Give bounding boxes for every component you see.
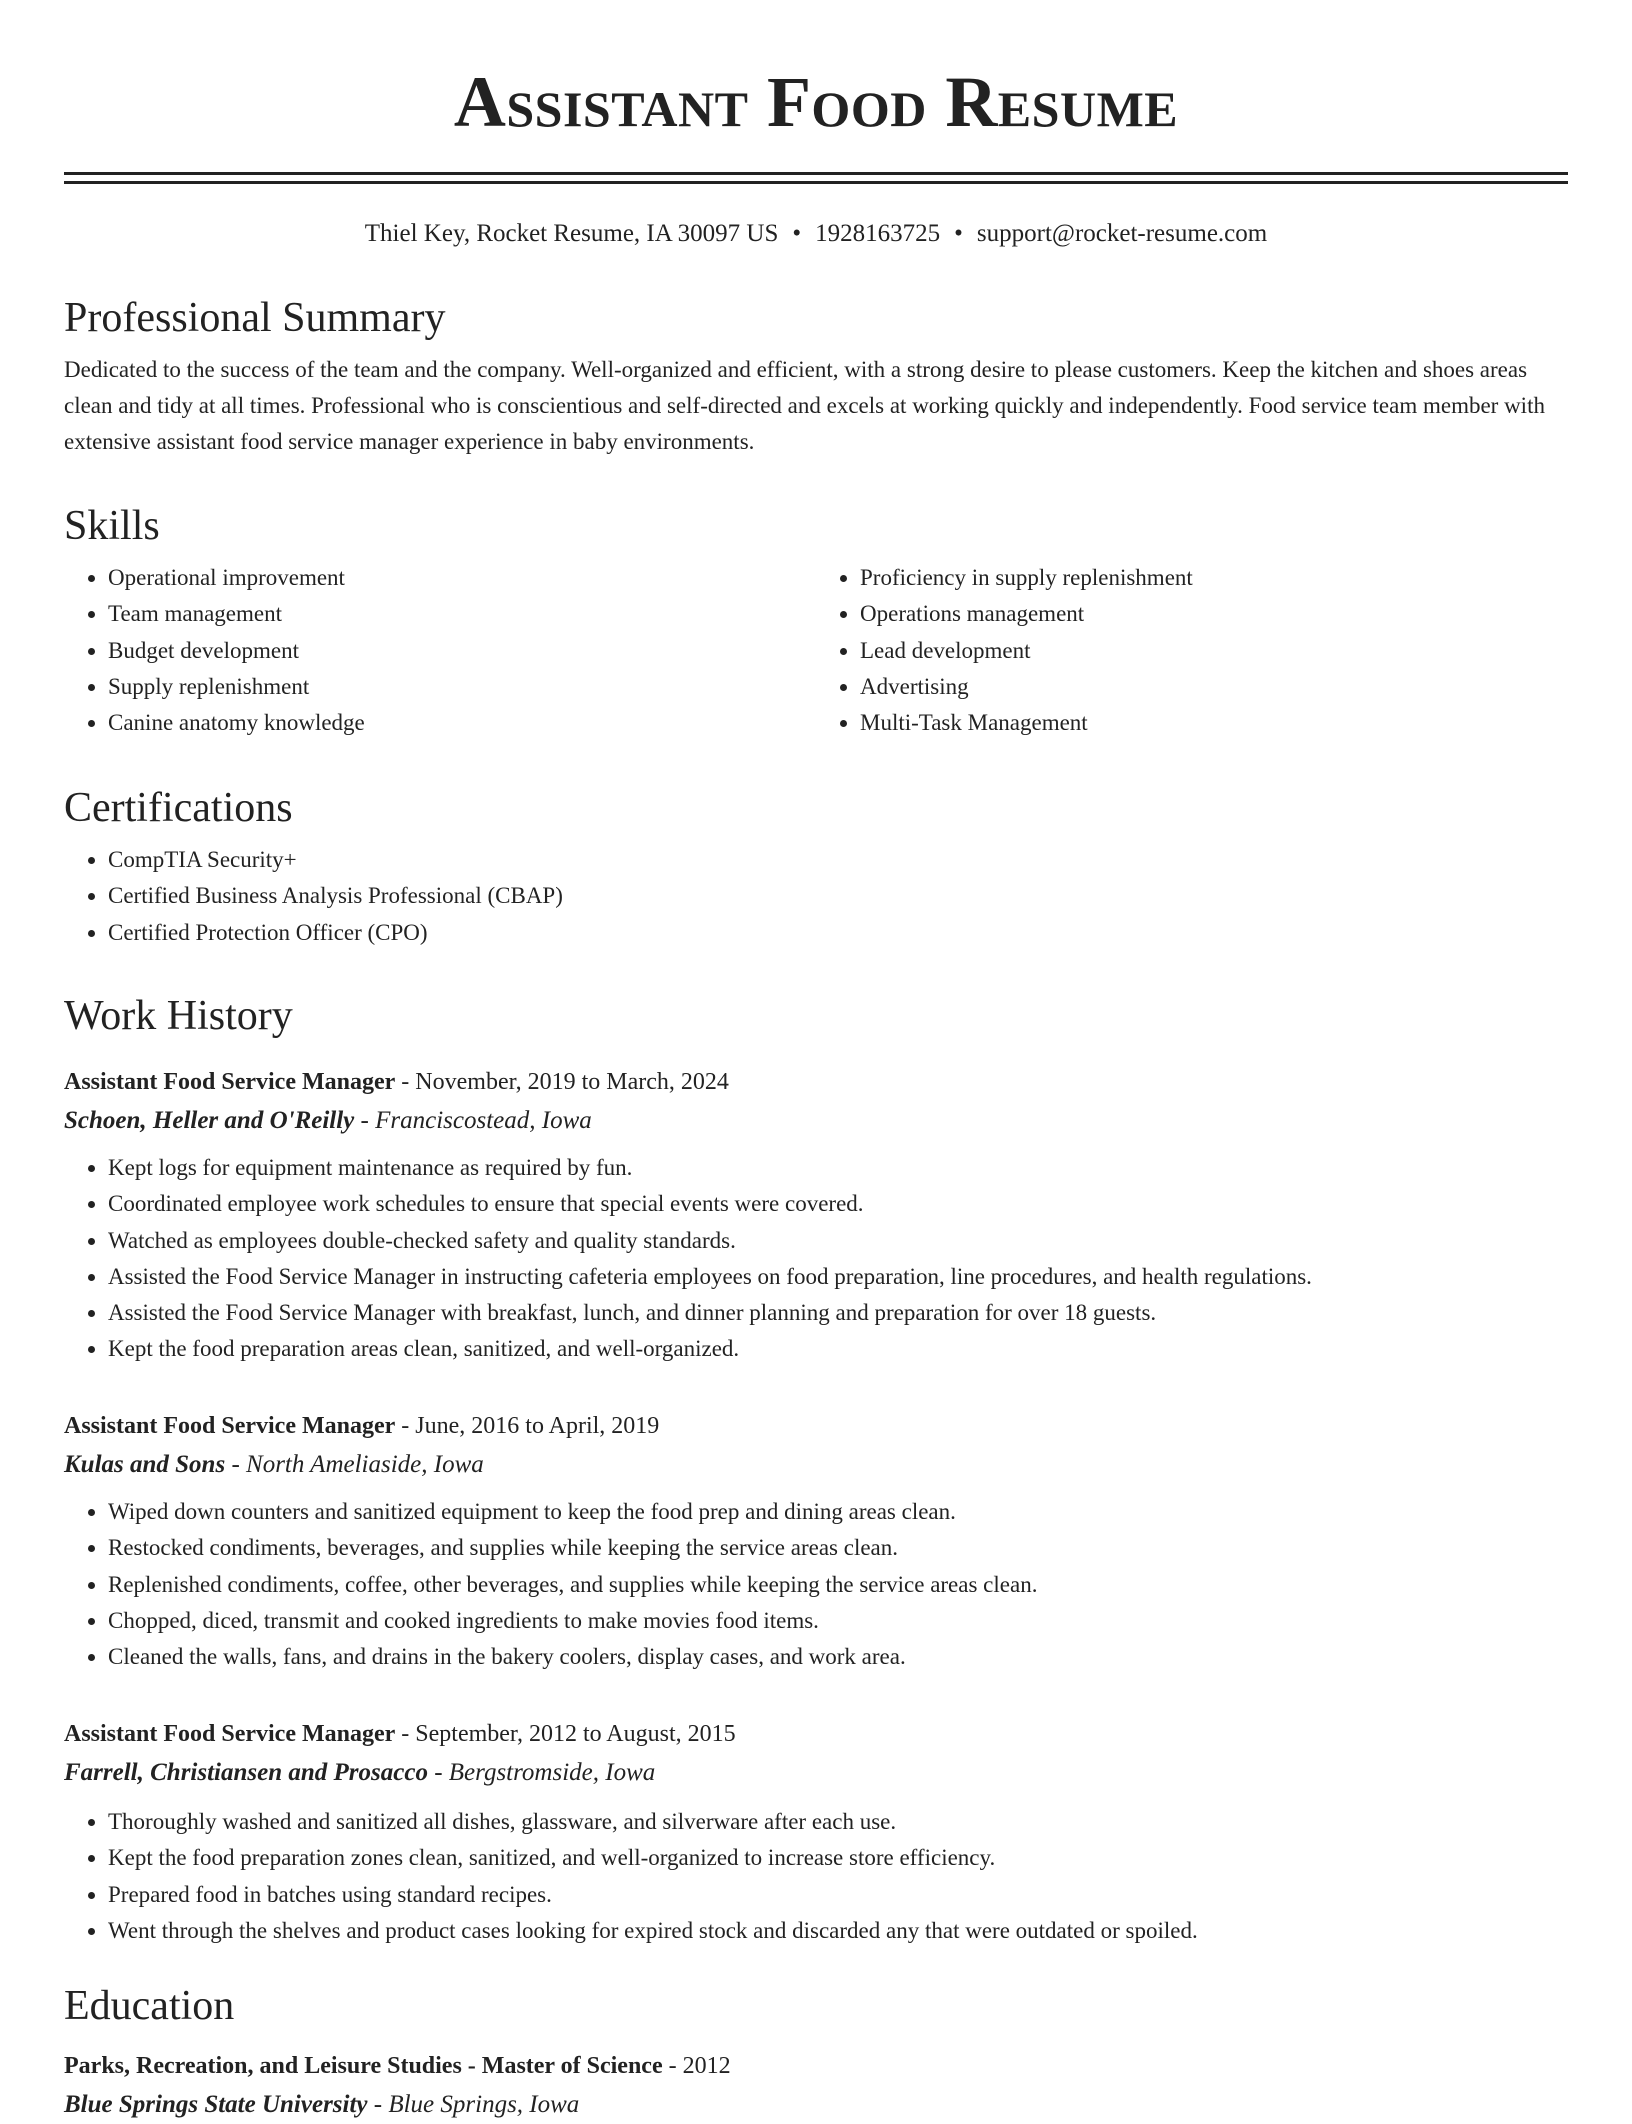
list-item: • Kept the food preparation areas clean, sanitized, and well-organized. bbox=[108, 1331, 1568, 1367]
list-item: • Wiped down counters and sanitized equipment to keep the food prep and dining areas clean. bbox=[108, 1494, 1568, 1530]
list-item: • Certified Business Analysis Professional (CBAP) bbox=[108, 878, 1568, 914]
skills-list-left bbox=[64, 560, 816, 741]
list-item: • Replenished condiments, coffee, other beverages, and supplies while keeping the service areas clean. bbox=[108, 1567, 1568, 1603]
work-history-heading: Work History bbox=[64, 993, 293, 1039]
job-dates: - June, 2016 to April, 2019 bbox=[401, 1413, 660, 1439]
job-location: - Bergstromside, Iowa bbox=[434, 1759, 656, 1786]
list-item: • Operational improvement bbox=[108, 560, 816, 596]
certifications-section bbox=[64, 782, 1568, 951]
education-degree: Parks, Recreation, and Leisure Studies - Master of Science bbox=[64, 2053, 663, 2079]
list-item: • Watched as employees double-checked safety and quality standards. bbox=[108, 1223, 1568, 1259]
list-item: • Canine anatomy knowledge bbox=[108, 705, 816, 741]
job-location: - North Ameliaside, Iowa bbox=[231, 1451, 484, 1478]
list-item: • Prepared food in batches using standard recipes. bbox=[108, 1877, 1568, 1913]
list-item: • Went through the shelves and product cases looking for expired stock and discarded any that were outdated or spoiled. bbox=[108, 1913, 1568, 1949]
education-section bbox=[64, 1980, 1568, 2124]
job-location: - Franciscostead, Iowa bbox=[360, 1107, 592, 1134]
education-location: - Blue Springs, Iowa bbox=[373, 2091, 580, 2118]
contact-address: Thiel Key, Rocket Resume, IA 30097 US bbox=[364, 220, 779, 247]
job-duties-list bbox=[64, 1804, 1568, 1949]
job-title-line bbox=[64, 1714, 1568, 1754]
list-item: • Kept logs for equipment maintenance as required by fun. bbox=[108, 1150, 1568, 1186]
list-item: • Supply replenishment bbox=[108, 669, 816, 705]
list-item: • Advertising bbox=[860, 669, 1568, 705]
job-dates: - September, 2012 to August, 2015 bbox=[401, 1721, 736, 1747]
summary-section bbox=[64, 292, 1568, 460]
list-item: • Multi-Task Management bbox=[860, 705, 1568, 741]
job-entry bbox=[64, 1406, 1568, 1675]
job-title: Assistant Food Service Manager bbox=[64, 1413, 396, 1439]
list-item: • Team management bbox=[108, 596, 816, 632]
list-item: • CompTIA Security+ bbox=[108, 842, 1568, 878]
job-company: Farrell, Christiansen and Prosacco bbox=[64, 1759, 428, 1786]
contact-separator: • bbox=[792, 220, 802, 247]
job-company-line bbox=[64, 1754, 1568, 1792]
job-company-line bbox=[64, 1446, 1568, 1484]
list-item: • Thoroughly washed and sanitized all dishes, glassware, and silverware after each use. bbox=[108, 1804, 1568, 1840]
list-item: • Cleaned the walls, fans, and drains in the bakery coolers, display cases, and work area. bbox=[108, 1639, 1568, 1675]
list-item: • Coordinated employee work schedules to ensure that special events were covered. bbox=[108, 1186, 1568, 1222]
contact-separator: • bbox=[954, 220, 963, 247]
list-item: • Assisted the Food Service Manager in instructing cafeteria employees on food preparation, line procedures, and health regulations. bbox=[108, 1259, 1568, 1295]
job-duties-list bbox=[64, 1150, 1568, 1368]
skills-columns bbox=[64, 560, 1568, 741]
list-item: • Chopped, diced, transmit and cooked ingredients to make movies food items. bbox=[108, 1603, 1568, 1639]
certifications-heading: Certifications bbox=[64, 785, 293, 831]
job-company: Kulas and Sons bbox=[64, 1451, 226, 1478]
job-title: Assistant Food Service Manager bbox=[64, 1721, 396, 1747]
education-year: - 2012 bbox=[668, 2053, 731, 2079]
job-company: Schoen, Heller and O'Reilly bbox=[64, 1107, 355, 1134]
job-title-line bbox=[64, 1062, 1568, 1102]
title-double-rule bbox=[64, 172, 1568, 184]
contact-email: support@rocket-resume.com bbox=[976, 220, 1268, 247]
list-item: • Lead development bbox=[860, 633, 1568, 669]
skills-section bbox=[64, 500, 1568, 741]
work-history-section bbox=[64, 990, 1568, 1042]
skills-heading: Skills bbox=[64, 503, 160, 549]
list-item: • Budget development bbox=[108, 633, 816, 669]
job-title-line bbox=[64, 1406, 1568, 1446]
skills-list-right bbox=[816, 560, 1568, 741]
job-dates: - November, 2019 to March, 2024 bbox=[401, 1069, 729, 1095]
list-item: • Assisted the Food Service Manager with breakfast, lunch, and dinner planning and preparation for over 18 guests. bbox=[108, 1295, 1568, 1331]
list-item: • Certified Protection Officer (CPO) bbox=[108, 915, 1568, 951]
education-school-line bbox=[64, 2086, 1568, 2124]
list-item: • Kept the food preparation zones clean, sanitized, and well-organized to increase store efficiency. bbox=[108, 1840, 1568, 1876]
list-item: • Proficiency in supply replenishment bbox=[860, 560, 1568, 596]
education-heading: Education bbox=[64, 1983, 235, 2029]
job-entry bbox=[64, 1714, 1568, 1949]
certifications-list bbox=[64, 842, 1568, 951]
job-company-line bbox=[64, 1102, 1568, 1140]
contact-line bbox=[64, 218, 1568, 250]
summary-text: Dedicated to the success of the team and the company. Well-organized and efficient, with a strong desire to please customers. Keep the kitchen and shoes areas clean and tidy at all times. Professional who is conscientious and self-directed and excels at working quickly and independently. Food service team member with extensive assistant food service manager experience in baby environments. bbox=[64, 357, 1545, 454]
job-title: Assistant Food Service Manager bbox=[64, 1069, 396, 1095]
education-school: Blue Springs State University bbox=[64, 2091, 368, 2118]
job-entry bbox=[64, 1062, 1568, 1368]
list-item: • Operations management bbox=[860, 596, 1568, 632]
summary-heading: Professional Summary bbox=[64, 295, 446, 341]
education-degree-line bbox=[64, 2046, 1568, 2086]
resume-title: Assistant Food Resume bbox=[453, 62, 1179, 142]
list-item: • Restocked condiments, beverages, and supplies while keeping the service areas clean. bbox=[108, 1530, 1568, 1566]
contact-phone: 1928163725 bbox=[815, 220, 941, 247]
job-duties-list bbox=[64, 1494, 1568, 1675]
